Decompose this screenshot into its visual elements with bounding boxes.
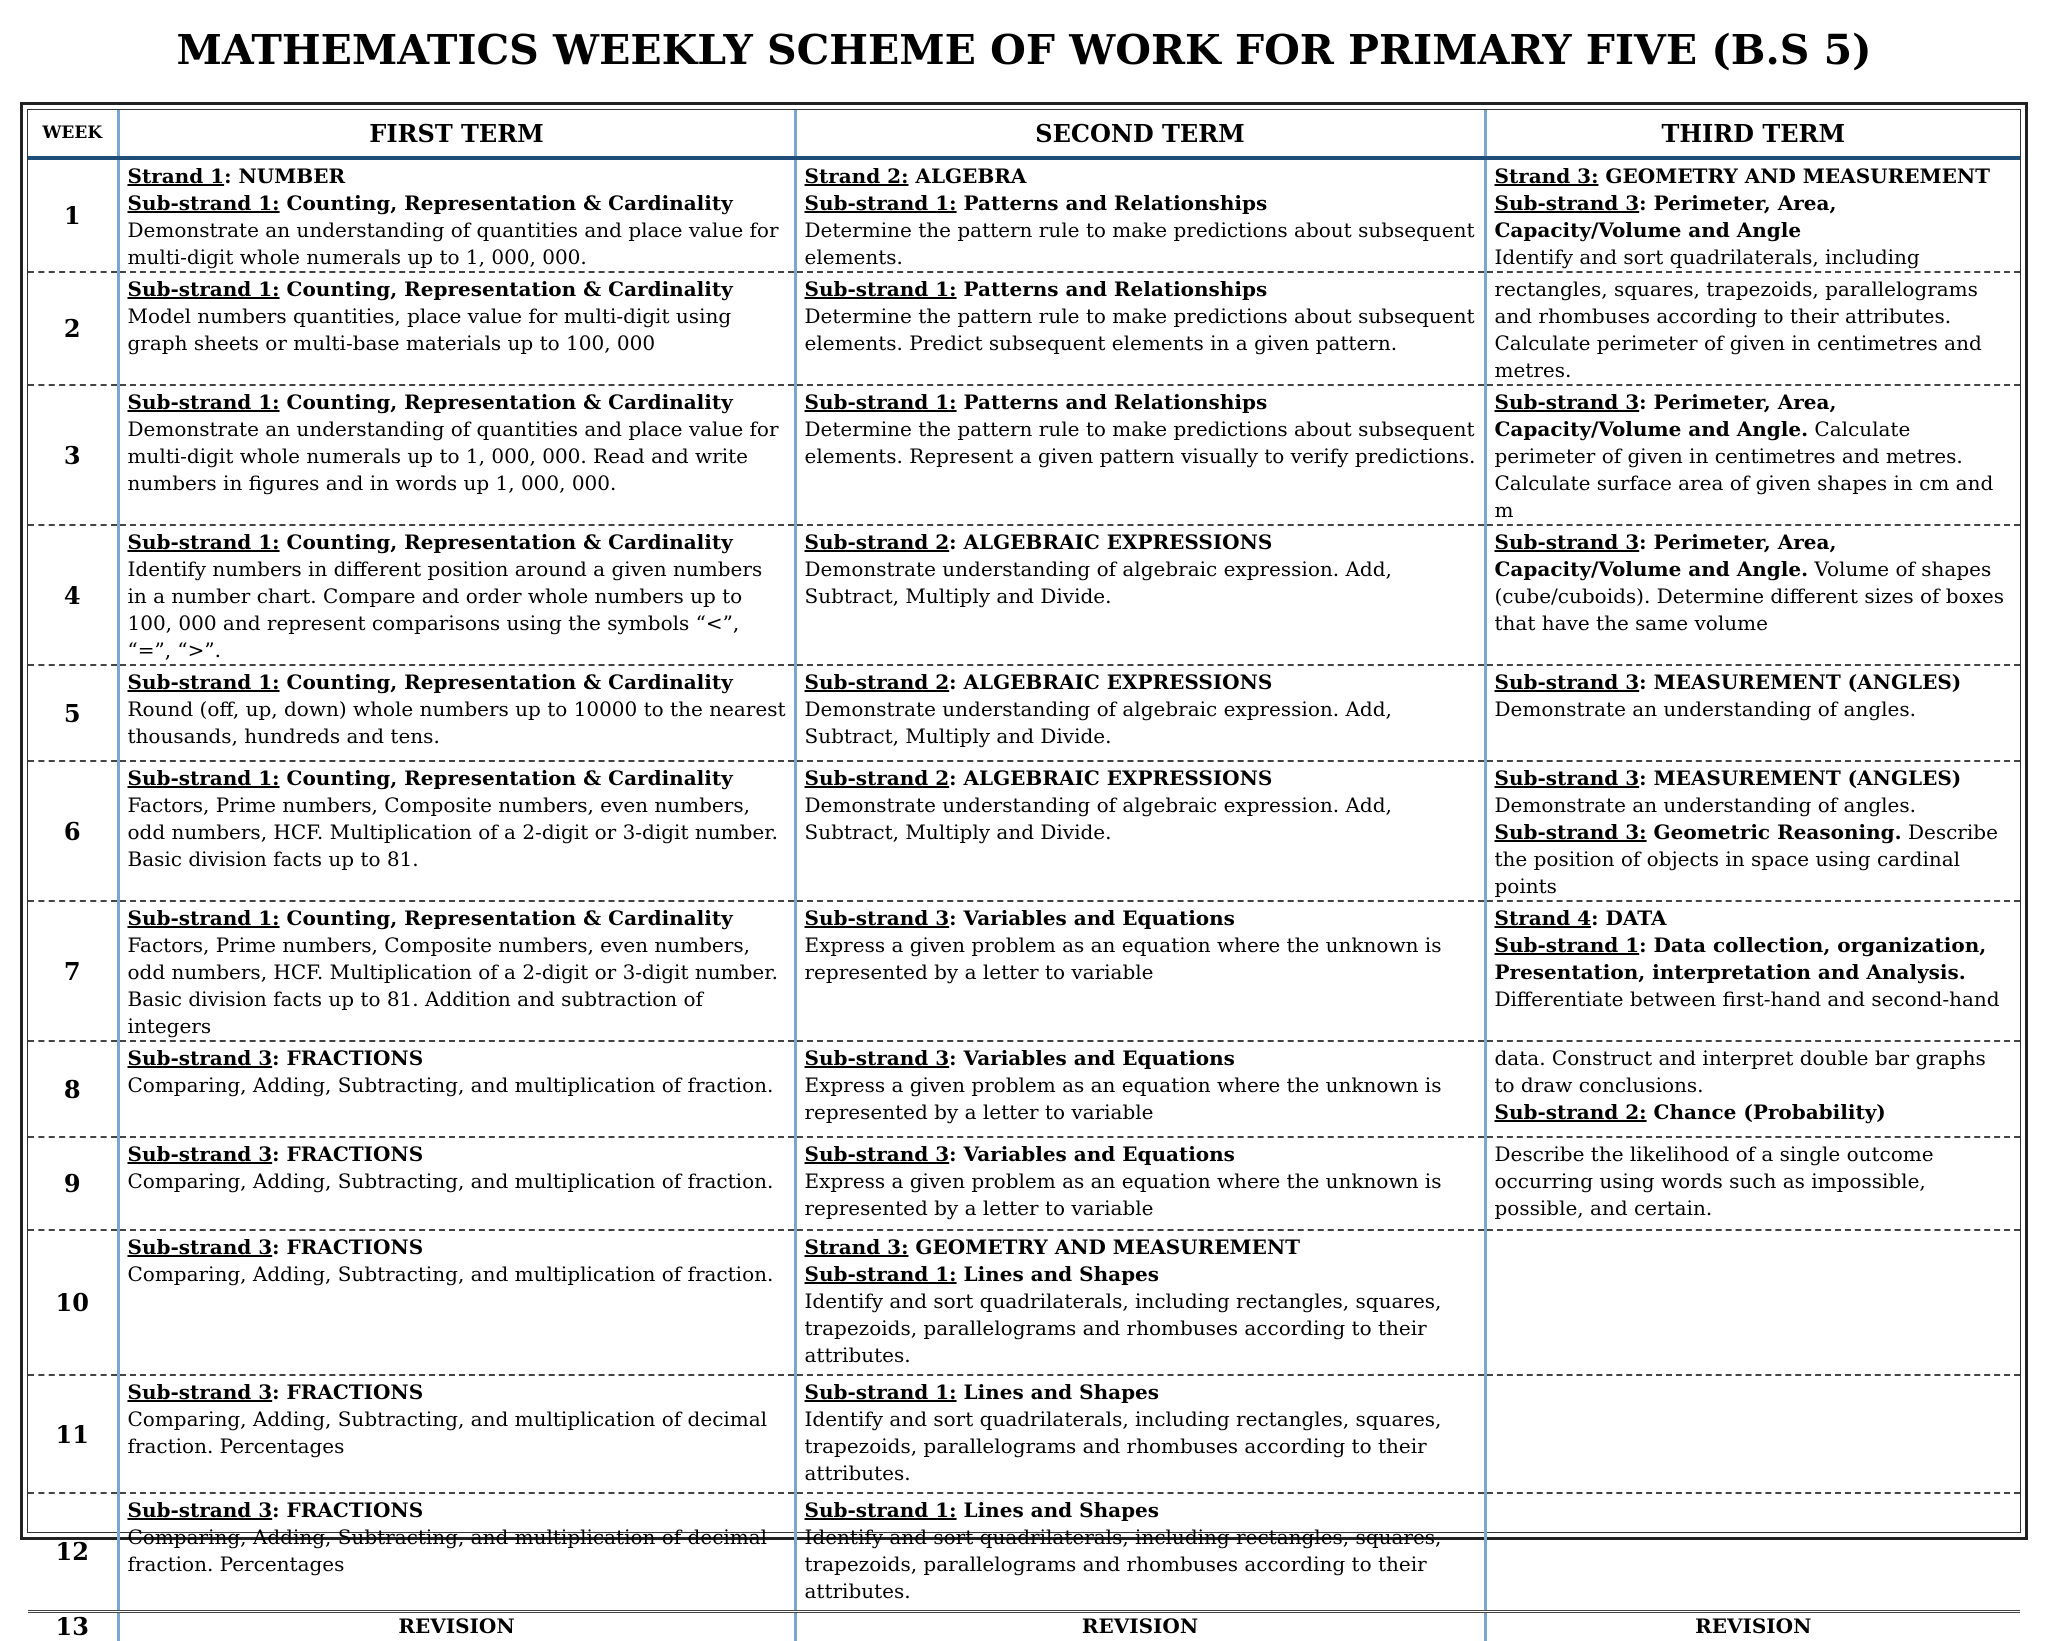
cell-third <box>1485 665 2020 761</box>
cell-third <box>1485 1230 2020 1375</box>
cell-line <box>805 1379 1476 1406</box>
cell-line <box>805 190 1476 217</box>
week-number: 2 <box>28 272 118 385</box>
header-third-term: THIRD TERM <box>1485 110 2020 158</box>
cell-line <box>128 556 786 664</box>
strand-label: Sub-strand 3 <box>1494 390 1640 414</box>
cell-line <box>805 1261 1476 1288</box>
week-number: 10 <box>28 1230 118 1375</box>
week-row <box>28 1137 2020 1230</box>
strand-label: Sub-strand 1: <box>127 191 280 215</box>
description-text: Determine the pattern rule to make predictions about subsequent elements. Represent a given pattern visually to verify predictions. <box>804 417 1476 468</box>
revision-second-term: REVISION <box>795 1611 1485 1641</box>
strand-label: Sub-strand 2 <box>804 766 950 790</box>
cell-first <box>118 665 795 761</box>
cell-line <box>128 163 786 190</box>
cell-line <box>1495 932 2013 986</box>
cell-line <box>128 669 786 696</box>
cell-second <box>795 1493 1485 1611</box>
week-row <box>28 1041 2020 1137</box>
strand-label: Sub-strand 3 <box>127 1142 273 1166</box>
description-text: Demonstrate an understanding of angles. <box>1494 793 1917 817</box>
strand-label: Sub-strand 3 <box>1494 191 1640 215</box>
cell-line <box>1495 696 2013 723</box>
description-text: Comparing, Adding, Subtracting, and multiplication of decimal fraction. Percentages <box>127 1407 768 1458</box>
cell-second <box>795 1137 1485 1230</box>
strand-title: Counting, Representation & Cardinality <box>279 670 733 694</box>
description-text: Demonstrate an understanding of quantities and place value for multi-digit whole numerals up to 1, 000, 000. <box>127 218 779 269</box>
cell-line <box>128 389 786 416</box>
scheme-table-frame <box>20 102 2028 1641</box>
strand-title: : Perimeter, Area, Capacity/Volume and Angle <box>1494 191 1837 242</box>
cell-line <box>128 905 786 932</box>
strand-title: : ALGEBRAIC EXPRESSIONS <box>949 670 1273 694</box>
week-row <box>28 1493 2020 1611</box>
cell-line <box>805 932 1476 986</box>
revision-first-term: REVISION <box>118 1611 795 1641</box>
cell-second <box>795 761 1485 901</box>
strand-title: Counting, Representation & Cardinality <box>279 191 733 215</box>
description-text: Identify and sort quadrilaterals, including rectangles, squares, trapezoids, parallelograms and rhombuses according to their attributes. <box>804 1407 1442 1485</box>
strand-title: Lines and Shapes <box>956 1262 1160 1286</box>
cell-first <box>118 158 795 272</box>
description-text: Calculate perimeter of given in centimetres and metres. Calculate surface area of given shapes in cm and m <box>1494 417 1994 522</box>
cell-third <box>1485 761 2020 901</box>
strand-title: Lines and Shapes <box>956 1498 1160 1522</box>
strand-title: : Perimeter, Area, Capacity/Volume and Angle. <box>1494 390 1837 441</box>
strand-title: Patterns and Relationships <box>956 390 1268 414</box>
cell-line <box>805 303 1476 357</box>
strand-title: : ALGEBRAIC EXPRESSIONS <box>949 766 1273 790</box>
cell-line <box>805 1406 1476 1487</box>
strand-title: : FRACTIONS <box>272 1142 424 1166</box>
cell-line <box>805 1288 1476 1369</box>
cell-third <box>1485 901 2020 1041</box>
week-number: 8 <box>28 1041 118 1137</box>
strand-title: Counting, Representation & Cardinality <box>279 390 733 414</box>
cell-line <box>1495 389 2013 524</box>
cell-first <box>118 1375 795 1493</box>
cell-line <box>1495 986 2013 1013</box>
cell-line <box>805 1234 1476 1261</box>
week-row <box>28 665 2020 761</box>
cell-first <box>118 385 795 525</box>
week-row <box>28 1375 2020 1493</box>
strand-title: : MEASUREMENT (ANGLES) <box>1639 670 1962 694</box>
strand-title: : Data collection, organization, Presentation, interpretation and Analysis. <box>1494 933 1987 984</box>
description-text: Comparing, Adding, Subtracting, and multiplication of fraction. <box>127 1169 774 1193</box>
cell-line <box>805 765 1476 792</box>
revision-third-term: REVISION <box>1485 1611 2020 1641</box>
description-text: Round (off, up, down) whole numbers up to 10000 to the nearest thousands, hundreds and tens. <box>127 697 786 748</box>
cell-line <box>128 932 786 1040</box>
cell-second <box>795 1041 1485 1137</box>
cell-line <box>1495 244 2013 271</box>
strand-label: Sub-strand 1: <box>804 390 957 414</box>
cell-second <box>795 158 1485 272</box>
strand-title: Counting, Representation & Cardinality <box>279 906 733 930</box>
week-row <box>28 1230 2020 1375</box>
description-text: Identify and sort quadrilaterals, including rectangles, squares, trapezoids, parallelograms and rhombuses according to their attributes. <box>804 1525 1442 1603</box>
cell-line <box>805 163 1476 190</box>
week-number: 7 <box>28 901 118 1041</box>
cell-second <box>795 1230 1485 1375</box>
strand-label: Sub-strand 1: <box>127 390 280 414</box>
strand-title: : FRACTIONS <box>272 1235 424 1259</box>
cell-second <box>795 901 1485 1041</box>
cell-line <box>1495 905 2013 932</box>
strand-title: : Variables and Equations <box>949 1046 1235 1070</box>
week-number: 11 <box>28 1375 118 1493</box>
cell-line <box>128 1524 786 1578</box>
description-text: Differentiate between first-hand and second-hand <box>1494 987 2000 1011</box>
cell-line <box>1495 190 2013 244</box>
strand-title: : Perimeter, Area, Capacity/Volume and Angle. <box>1494 530 1837 581</box>
description-text: Describe the likelihood of a single outcome occurring using words such as impossible, possible, and certain. <box>1494 1142 1934 1220</box>
week-number: 6 <box>28 761 118 901</box>
cell-line <box>805 1168 1476 1222</box>
cell-line <box>1495 163 2013 190</box>
description-text: data. Construct and interpret double bar graphs to draw conclusions. <box>1494 1046 1986 1097</box>
cell-line <box>1495 1099 2013 1126</box>
strand-label: Sub-strand 2: <box>1494 1100 1647 1124</box>
cell-line <box>128 276 786 303</box>
cell-first <box>118 761 795 901</box>
description-text: Comparing, Adding, Subtracting, and multiplication of fraction. <box>127 1262 774 1286</box>
strand-title: Counting, Representation & Cardinality <box>279 530 733 554</box>
strand-label: Sub-strand 2 <box>804 530 950 554</box>
cell-second <box>795 1375 1485 1493</box>
strand-title: : FRACTIONS <box>272 1046 424 1070</box>
week-row <box>28 272 2020 385</box>
cell-first <box>118 272 795 385</box>
cell-first <box>118 1493 795 1611</box>
strand-label: Sub-strand 3 <box>127 1046 273 1070</box>
scheme-table <box>28 110 2020 1641</box>
strand-title: Patterns and Relationships <box>956 191 1268 215</box>
cell-line <box>128 765 786 792</box>
week-number: 4 <box>28 525 118 665</box>
description-text: Factors, Prime numbers, Composite numbers, even numbers, odd numbers, HCF. Multiplication of a 2-digit or 3-digit number. Basic division facts up to 81. Addition and subtraction of integers <box>127 933 778 1038</box>
cell-line <box>128 303 786 357</box>
cell-line <box>128 190 786 217</box>
scheme-body <box>28 158 2020 1641</box>
week-row <box>28 761 2020 901</box>
strand-label: Sub-strand 3 <box>804 1142 950 1166</box>
cell-line <box>128 1234 786 1261</box>
cell-line <box>1495 669 2013 696</box>
description-text: Express a given problem as an equation where the unknown is represented by a letter to variable <box>804 933 1442 984</box>
strand-label: Sub-strand 2 <box>804 670 950 694</box>
cell-line <box>128 792 786 873</box>
cell-line <box>805 389 1476 416</box>
week-row <box>28 385 2020 525</box>
strand-label: Sub-strand 1: <box>804 191 957 215</box>
cell-line <box>128 529 786 556</box>
description-text: Identify and sort quadrilaterals, including rectangles, squares, trapezoids, parallelograms and rhombuses according to their attributes. <box>804 1289 1442 1367</box>
strand-label: Sub-strand 1: <box>127 670 280 694</box>
cell-line <box>128 1072 786 1099</box>
strand-title: GEOMETRY AND MEASUREMENT <box>908 1235 1300 1259</box>
strand-label: Sub-strand 1: <box>127 530 280 554</box>
description-text: Comparing, Adding, Subtracting, and multiplication of decimal fraction. Percentages <box>127 1525 768 1576</box>
revision-row <box>28 1611 2020 1641</box>
strand-label: Sub-strand 1: <box>804 1498 957 1522</box>
description-text: Demonstrate an understanding of quantities and place value for multi-digit whole numerals up to 1, 000, 000. Read and write numbers in figures and in words up 1, 000, 000. <box>127 417 779 495</box>
cell-line <box>805 556 1476 610</box>
strand-label: Sub-strand 3 <box>127 1498 273 1522</box>
cell-line <box>805 1497 1476 1524</box>
description-text: Demonstrate understanding of algebraic expression. Add, Subtract, Multiply and Divide. <box>804 557 1392 608</box>
strand-title: : FRACTIONS <box>272 1498 424 1522</box>
cell-line <box>128 1406 786 1460</box>
strand-title: : FRACTIONS <box>272 1380 424 1404</box>
cell-line <box>128 1045 786 1072</box>
description-text: Determine the pattern rule to make predictions about subsequent elements. <box>804 218 1475 269</box>
cell-line <box>805 696 1476 750</box>
strand-title: Geometric Reasoning. <box>1646 820 1902 844</box>
strand-label: Sub-strand 1: <box>127 277 280 301</box>
strand-label: Sub-strand 3 <box>127 1235 273 1259</box>
description-text: Volume of shapes (cube/cuboids). Determine different sizes of boxes that have the same volume <box>1494 557 2005 635</box>
cell-line <box>1495 529 2013 637</box>
week-row <box>28 525 2020 665</box>
description-text: Demonstrate an understanding of angles. <box>1494 697 1917 721</box>
cell-line <box>1495 819 2013 900</box>
cell-line <box>805 276 1476 303</box>
cell-second <box>795 385 1485 525</box>
header-second-term: SECOND TERM <box>795 110 1485 158</box>
cell-second <box>795 525 1485 665</box>
week-number: 13 <box>28 1611 118 1641</box>
cell-first <box>118 1230 795 1375</box>
cell-line <box>128 217 786 271</box>
cell-line <box>1495 276 2013 384</box>
strand-label: Strand 4 <box>1494 906 1592 930</box>
description-text: Demonstrate understanding of algebraic expression. Add, Subtract, Multiply and Divide. <box>804 793 1392 844</box>
strand-title: : MEASUREMENT (ANGLES) <box>1639 766 1962 790</box>
description-text: Factors, Prime numbers, Composite numbers, even numbers, odd numbers, HCF. Multiplication of a 2-digit or 3-digit number. Basic division facts up to 81. <box>127 793 778 871</box>
strand-label: Sub-strand 3 <box>804 1046 950 1070</box>
description-text: rectangles, squares, trapezoids, parallelograms and rhombuses according to their attributes. Calculate perimeter of given in centimetres and metres. <box>1494 277 1982 382</box>
description-text: Model numbers quantities, place value for multi-digit using graph sheets or multi-base materials up to 100, 000 <box>127 304 732 355</box>
cell-third <box>1485 385 2020 525</box>
cell-line <box>1495 1045 2013 1099</box>
cell-line <box>805 1524 1476 1605</box>
strand-label: Sub-strand 3 <box>1494 530 1640 554</box>
week-number: 1 <box>63 201 81 230</box>
description-text: Demonstrate understanding of algebraic expression. Add, Subtract, Multiply and Divide. <box>804 697 1392 748</box>
strand-label: Sub-strand 3 <box>1494 766 1640 790</box>
cell-first <box>118 1041 795 1137</box>
strand-title: : NUMBER <box>224 164 346 188</box>
cell-line <box>1495 765 2013 792</box>
strand-label: Sub-strand 3 <box>127 1380 273 1404</box>
cell-first <box>118 1137 795 1230</box>
description-text: Determine the pattern rule to make predictions about subsequent elements. Predict subsequent elements in a given pattern. <box>804 304 1475 355</box>
strand-label: Sub-strand 3 <box>804 906 950 930</box>
cell-line <box>805 905 1476 932</box>
header-first-term: FIRST TERM <box>118 110 795 158</box>
cell-third <box>1485 1493 2020 1611</box>
cell-line <box>128 696 786 750</box>
strand-label: Sub-strand 1: <box>804 1380 957 1404</box>
week-row <box>28 158 2020 272</box>
cell-line <box>805 1045 1476 1072</box>
strand-label: Strand 1 <box>127 164 225 188</box>
header-row <box>28 110 2020 158</box>
cell-third <box>1485 1137 2020 1230</box>
strand-title: Lines and Shapes <box>956 1380 1160 1404</box>
cell-line <box>128 1168 786 1195</box>
description-text: Describe the position of objects in space using cardinal points <box>1494 820 1998 898</box>
strand-title: Counting, Representation & Cardinality <box>279 277 733 301</box>
strand-title: : Variables and Equations <box>949 1142 1235 1166</box>
description-text: Comparing, Adding, Subtracting, and multiplication of fraction. <box>127 1073 774 1097</box>
strand-label: Strand 3: <box>804 1235 909 1259</box>
strand-label: Sub-strand 1: <box>127 906 280 930</box>
description-text: Express a given problem as an equation where the unknown is represented by a letter to variable <box>804 1073 1442 1124</box>
strand-title: : DATA <box>1591 906 1667 930</box>
strand-label: Sub-strand 1 <box>1494 933 1640 957</box>
cell-third <box>1485 1375 2020 1493</box>
strand-title: ALGEBRA <box>908 164 1027 188</box>
strand-title: : ALGEBRAIC EXPRESSIONS <box>949 530 1273 554</box>
description-text: Identify numbers in different position around a given numbers in a number chart. Compare and order whole numbers up to 100, 000 and represent comparisons using the symbols “<”, “=”, “>”. <box>127 557 763 662</box>
cell-line <box>805 1072 1476 1126</box>
week-number: 5 <box>28 665 118 761</box>
strand-label: Strand 3: <box>1494 164 1599 188</box>
cell-line <box>1495 792 2013 819</box>
cell-line <box>1495 1141 2013 1222</box>
cell-third <box>1485 158 2020 272</box>
week-row <box>28 901 2020 1041</box>
cell-first <box>118 525 795 665</box>
cell-line <box>805 416 1476 470</box>
cell-line <box>805 217 1476 271</box>
strand-title: Chance (Probability) <box>1646 1100 1886 1124</box>
strand-title: : Variables and Equations <box>949 906 1235 930</box>
cell-line <box>128 1261 786 1288</box>
strand-label: Sub-strand 1: <box>804 1262 957 1286</box>
cell-second <box>795 665 1485 761</box>
cell-third <box>1485 272 2020 385</box>
description-text: Identify and sort quadrilaterals, including <box>1494 245 1920 269</box>
strand-label: Sub-strand 3 <box>1494 670 1640 694</box>
cell-third <box>1485 1041 2020 1137</box>
cell-third <box>1485 525 2020 665</box>
cell-line <box>128 1141 786 1168</box>
cell-line <box>805 1141 1476 1168</box>
strand-label: Sub-strand 1: <box>127 766 280 790</box>
week-number: 12 <box>28 1493 118 1611</box>
cell-line <box>128 1497 786 1524</box>
strand-title: Patterns and Relationships <box>956 277 1268 301</box>
strand-label: Strand 2: <box>804 164 909 188</box>
cell-first <box>118 901 795 1041</box>
description-text: Express a given problem as an equation where the unknown is represented by a letter to variable <box>804 1169 1442 1220</box>
page-title: MATHEMATICS WEEKLY SCHEME OF WORK FOR PRIMARY FIVE (B.S 5) <box>176 26 1872 74</box>
cell-line <box>805 792 1476 846</box>
cell-line <box>805 669 1476 696</box>
header-week: WEEK <box>28 110 118 158</box>
cell-line <box>128 416 786 497</box>
cell-line <box>128 1379 786 1406</box>
week-number: 9 <box>28 1137 118 1230</box>
scheme-table-grid <box>27 109 2021 1641</box>
cell-line <box>805 529 1476 556</box>
strand-label: Sub-strand 3: <box>1494 820 1647 844</box>
strand-title: Counting, Representation & Cardinality <box>279 766 733 790</box>
cell-second <box>795 272 1485 385</box>
week-number: 3 <box>28 385 118 525</box>
strand-label: Sub-strand 1: <box>804 277 957 301</box>
strand-title: GEOMETRY AND MEASUREMENT <box>1598 164 1990 188</box>
